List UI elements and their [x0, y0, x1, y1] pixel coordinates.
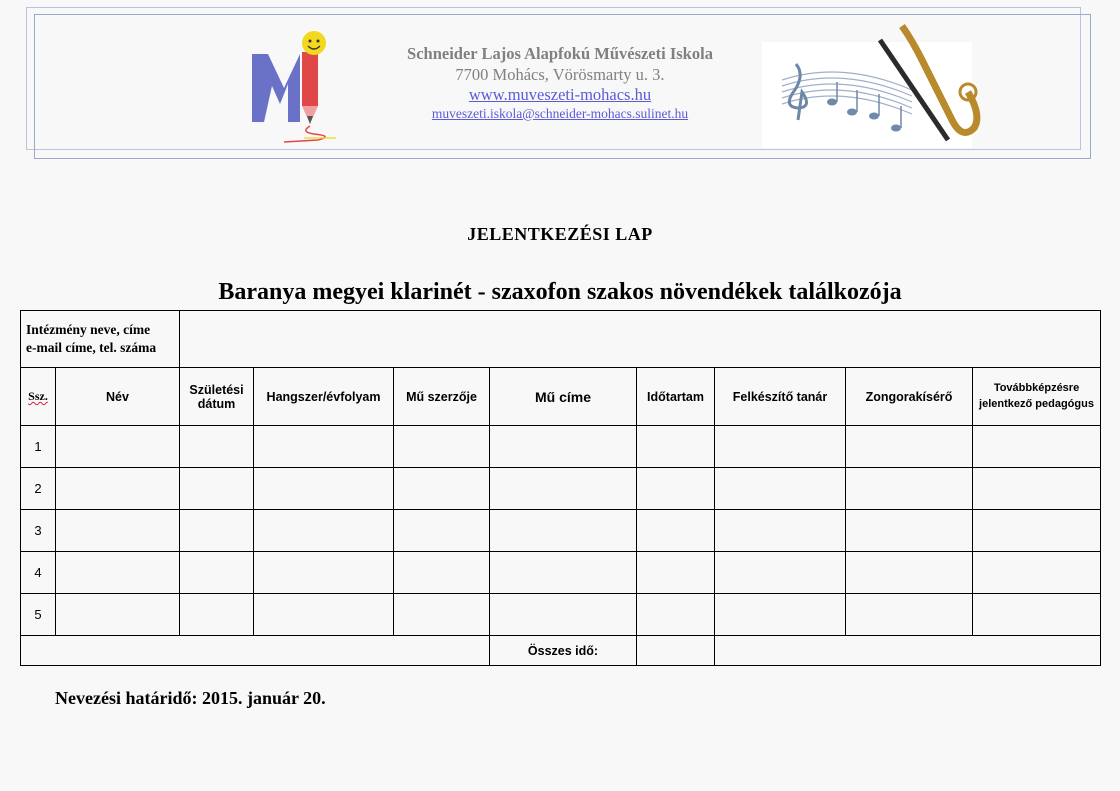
cell-mu-szerzoje[interactable]	[394, 594, 490, 636]
cell-mu-szerzoje[interactable]	[394, 426, 490, 468]
cell-tovabbkepzes[interactable]	[973, 468, 1101, 510]
cell-tovabbkepzes[interactable]	[973, 594, 1101, 636]
deadline-note: Nevezési határidő: 2015. január 20.	[55, 688, 326, 708]
cell-szuletesi[interactable]	[180, 594, 254, 636]
cell-felkeszito[interactable]	[715, 468, 846, 510]
cell-tovabbkepzes[interactable]	[973, 426, 1101, 468]
row-number: 1	[21, 426, 56, 468]
cell-mu-cime[interactable]	[490, 426, 637, 468]
school-header	[360, 44, 760, 123]
cell-nev[interactable]	[56, 552, 180, 594]
cell-szuletesi[interactable]	[180, 510, 254, 552]
school-email-link[interactable]: muveszeti.iskola@schneider-mohacs.sulinet.hu	[431, 105, 689, 121]
cell-idotartam[interactable]	[637, 468, 715, 510]
row-number: 5	[21, 594, 56, 636]
col-header-ssz: Ssz.	[21, 368, 56, 426]
table-row	[21, 552, 1101, 594]
col-header-idotartam: Időtartam	[637, 368, 715, 426]
col-header-nev: Név	[56, 368, 180, 426]
col-header-felkeszito: Felkészítő tanár	[715, 368, 846, 426]
institution-label: Intézmény neve, címe e-mail címe, tel. száma	[21, 311, 180, 368]
form-title: JELENTKEZÉSI LAP	[467, 224, 653, 244]
cell-mu-cime[interactable]	[490, 552, 637, 594]
total-row	[21, 636, 1101, 666]
cell-hangszer[interactable]	[254, 426, 394, 468]
cell-nev[interactable]	[56, 426, 180, 468]
cell-hangszer[interactable]	[254, 510, 394, 552]
cell-zongorakisero[interactable]	[846, 594, 973, 636]
institution-row	[21, 311, 1101, 368]
row-number: 2	[21, 468, 56, 510]
school-address: 7700 Mohács, Vörösmarty u. 3.	[455, 64, 665, 84]
cell-zongorakisero[interactable]	[846, 552, 973, 594]
cell-hangszer[interactable]	[254, 594, 394, 636]
cell-szuletesi[interactable]	[180, 468, 254, 510]
cell-tovabbkepzes[interactable]	[973, 552, 1101, 594]
cell-idotartam[interactable]	[637, 594, 715, 636]
cell-mu-szerzoje[interactable]	[394, 468, 490, 510]
cell-nev[interactable]	[56, 510, 180, 552]
school-logo	[244, 26, 344, 144]
cell-zongorakisero[interactable]	[846, 510, 973, 552]
cell-mu-szerzoje[interactable]	[394, 552, 490, 594]
table-row	[21, 594, 1101, 636]
header-row	[21, 368, 1101, 426]
table-row	[21, 426, 1101, 468]
cell-hangszer[interactable]	[254, 552, 394, 594]
cell-idotartam[interactable]	[637, 510, 715, 552]
cell-felkeszito[interactable]	[715, 426, 846, 468]
total-label: Összes idő:	[490, 636, 637, 666]
cell-mu-cime[interactable]	[490, 468, 637, 510]
col-header-tovabbkepzes: Továbbképzésre jelentkező pedagógus	[973, 368, 1101, 426]
cell-felkeszito[interactable]	[715, 552, 846, 594]
school-name: Schneider Lajos Alapfokú Művészeti Iskola	[407, 44, 713, 63]
cell-zongorakisero[interactable]	[846, 468, 973, 510]
col-header-szuletesi: Születési dátum	[180, 368, 254, 426]
cell-mu-szerzoje[interactable]	[394, 510, 490, 552]
cell-idotartam[interactable]	[637, 426, 715, 468]
cell-mu-cime[interactable]	[490, 510, 637, 552]
cell-zongorakisero[interactable]	[846, 426, 973, 468]
col-header-hangszer: Hangszer/évfolyam	[254, 368, 394, 426]
cell-felkeszito[interactable]	[715, 510, 846, 552]
cell-szuletesi[interactable]	[180, 426, 254, 468]
cell-felkeszito[interactable]	[715, 594, 846, 636]
col-header-mu-cime: Mű címe	[490, 368, 637, 426]
cell-nev[interactable]	[56, 594, 180, 636]
cell-tovabbkepzes[interactable]	[973, 510, 1101, 552]
institution-input[interactable]	[180, 311, 1101, 368]
row-number: 4	[21, 552, 56, 594]
music-instruments-image	[762, 20, 982, 148]
school-website-link[interactable]: www.muveszeti-mohacs.hu	[468, 85, 652, 105]
cell-mu-cime[interactable]	[490, 594, 637, 636]
cell-nev[interactable]	[56, 468, 180, 510]
table-row	[21, 510, 1101, 552]
col-header-mu-szerzoje: Mű szerzője	[394, 368, 490, 426]
form-subtitle: Baranya megyei klarinét - szaxofon szakos növendékek találkozója	[218, 279, 902, 305]
cell-szuletesi[interactable]	[180, 552, 254, 594]
cell-idotartam[interactable]	[637, 552, 715, 594]
row-number: 3	[21, 510, 56, 552]
col-header-zongorakisero: Zongorakísérő	[846, 368, 973, 426]
registration-table	[20, 310, 1101, 666]
cell-hangszer[interactable]	[254, 468, 394, 510]
total-time-input[interactable]	[637, 636, 715, 666]
table-row	[21, 468, 1101, 510]
